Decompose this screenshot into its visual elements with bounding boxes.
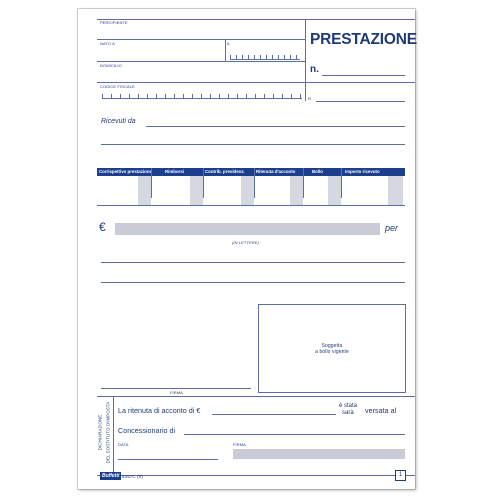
table-header-contrib: Contrib. previdenz. (205, 169, 245, 174)
table-header-bollo: Bollo (312, 169, 323, 174)
table-sep (303, 168, 304, 198)
table-sep (203, 168, 204, 198)
ritenuta-amount-line[interactable] (212, 414, 336, 415)
codice-fiscale-end-label: R. (308, 96, 313, 101)
ritenuta-text: La ritenuta di acconto di € (118, 406, 201, 415)
cents-col-3 (241, 176, 254, 206)
versata-al-text: versata al (365, 406, 397, 415)
amount-field[interactable] (115, 223, 380, 235)
cents-col-6 (388, 176, 403, 206)
page-title: PRESTAZIONE (310, 31, 417, 48)
percipiente-label: PERCIPIENTE (100, 20, 128, 25)
declaration-divider (113, 396, 114, 475)
il-date-ticks[interactable] (230, 55, 300, 60)
data-line[interactable] (118, 459, 218, 460)
euro-symbol: € (99, 220, 106, 234)
sara-text: sarà (342, 410, 354, 416)
table-header-rimborsi: Rimborsi (165, 169, 185, 174)
table-sep (151, 168, 152, 198)
table-header-ritenuta: Ritenuta d'acconto (256, 169, 296, 174)
causale-line-1[interactable] (101, 262, 405, 263)
declaration-firma-label: FIRMA (233, 442, 246, 447)
page-number: 1 (395, 470, 406, 481)
per-label: per (385, 223, 399, 233)
codice-fiscale-end-line[interactable] (316, 101, 405, 102)
percipiente-line[interactable] (97, 39, 305, 40)
table-bottom-rule (97, 205, 405, 206)
il-label: IL (227, 41, 231, 46)
table-sep (341, 168, 342, 198)
il-divider (225, 39, 226, 61)
domicilio-line[interactable] (97, 82, 415, 83)
declaration-signature-field[interactable] (233, 449, 405, 459)
concessionario-line[interactable] (184, 434, 405, 435)
e-stata-text: è stata (339, 403, 358, 409)
header-divider (305, 19, 306, 101)
firma-label: FIRMA (170, 390, 183, 395)
stamp-box-line1: Soggetta (321, 343, 343, 349)
data-label: DATA (118, 442, 129, 447)
codice-fiscale-label: CODICE FISCALE (100, 84, 135, 89)
brand-logo: Buffetti (102, 473, 120, 479)
number-label: n. (310, 64, 319, 75)
table-header-importo: Importo ricevuto (345, 169, 380, 174)
domicilio-label: DOMICILIO (100, 63, 122, 68)
ricevuti-da-label: Ricevuti da (101, 118, 136, 125)
number-line[interactable] (322, 75, 405, 76)
amounts-table (97, 168, 405, 206)
causale-line-2[interactable] (101, 282, 405, 283)
nato-a-line[interactable] (97, 61, 305, 62)
declaration-top-rule (97, 396, 415, 397)
footer-rule (97, 475, 415, 476)
signature-line[interactable] (101, 388, 251, 389)
declaration-side-label-2: DEL SOSTITUTO D'IMPOSTA (105, 401, 111, 464)
stamp-box-line2: a bollo vigente (315, 349, 349, 355)
receipt-form-sheet (78, 9, 415, 489)
ricevuti-da-line-2[interactable] (101, 144, 405, 145)
codice-fiscale-ticks[interactable] (102, 94, 302, 99)
cents-col-1 (138, 176, 151, 206)
form-code: 6357C (h) (122, 474, 143, 479)
in-lettere-label: (IN LETTERE) (232, 240, 259, 245)
revenue-stamp-box (258, 304, 406, 393)
top-rule (97, 19, 415, 20)
ricevuti-da-line-1[interactable] (146, 126, 405, 127)
declaration-side-label-1: DICHIARAZIONE (97, 414, 103, 451)
table-header-corrispettivo: Corrispettivo prestazione (99, 169, 152, 174)
cents-col-2 (190, 176, 203, 206)
table-sep (254, 168, 255, 198)
concessionario-text: Concessionario di (118, 426, 176, 435)
nato-a-label: NATO A (100, 41, 115, 46)
cents-col-5 (328, 176, 341, 206)
cents-col-4 (290, 176, 303, 206)
